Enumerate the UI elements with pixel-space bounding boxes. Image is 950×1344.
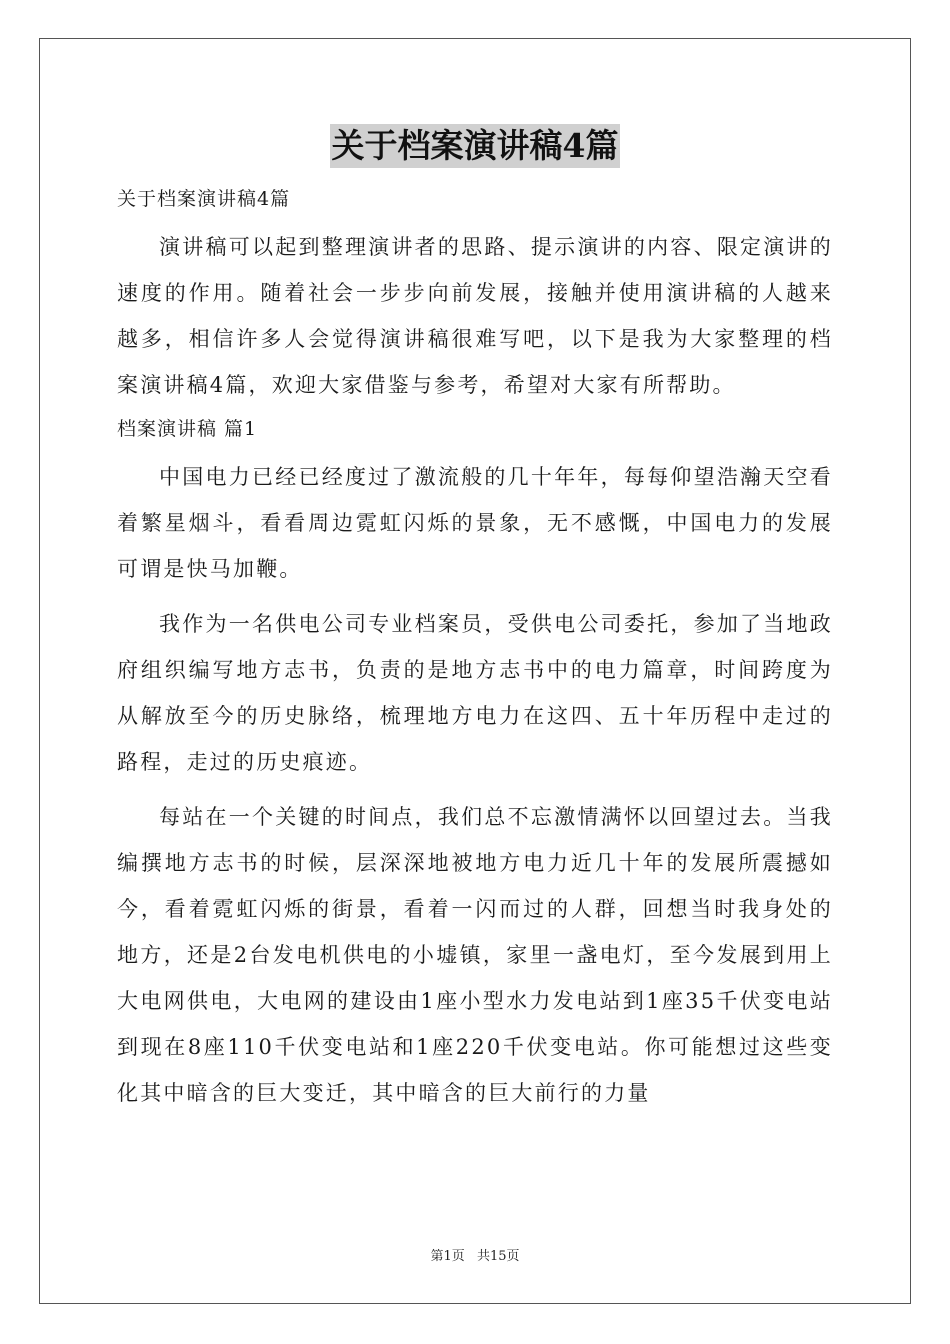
page-number: 第1页 (430, 1249, 465, 1264)
document-title: 关于档案演讲稿4篇 (330, 124, 621, 168)
title-container (0, 124, 950, 168)
intro-paragraph: 演讲稿可以起到整理演讲者的思路、提示演讲的内容、限定演讲的速度的作用。随着社会一步步向前发展，接触并使用演讲稿的人越来越多，相信许多人会觉得演讲稿很难写吧，以下是我为大家整理的档案演讲稿4篇，欢迎大家借鉴与参考，希望对大家有所帮助。 (117, 235, 833, 397)
page-footer (0, 1245, 950, 1264)
body-paragraph: 我作为一名供电公司专业档案员，受供电公司委托，参加了当地政府组织编写地方志书，负责的是地方志书中的电力篇章，时间跨度为从解放至今的历史脉络，梳理地方电力在这四、五十年历程中走过的路程，走过的历史痕迹。 (117, 612, 833, 774)
page-total: 共15页 (476, 1249, 520, 1264)
section-heading: 档案演讲稿 篇1 (117, 418, 258, 440)
body-paragraph: 中国电力已经已经度过了激流般的几十年年，每每仰望浩瀚天空看着繁星烟斗，看看周边霓虹闪烁的景象，无不感慨，中国电力的发展可谓是快马加鞭。 (117, 465, 833, 581)
document-subtitle: 关于档案演讲稿4篇 (117, 188, 291, 210)
body-paragraph: 每站在一个关键的时间点，我们总不忘激情满怀以回望过去。当我编撰地方志书的时候，层深深地被地方电力近几十年的发展所震撼如今，看着霓虹闪烁的街景，看着一闪而过的人群，回想当时我身处的地方，还是2台发电机供电的小墟镇，家里一盏电灯，至今发展到用上大电网供电，大电网的建设由1座小型水力发电站到1座35千伏变电站到现在8座110千伏变电站和1座220千伏变电站。你可能想过这些变化其中暗含的巨大变迁，其中暗含的巨大前行的力量 (117, 805, 833, 1105)
document-body (117, 180, 833, 1116)
